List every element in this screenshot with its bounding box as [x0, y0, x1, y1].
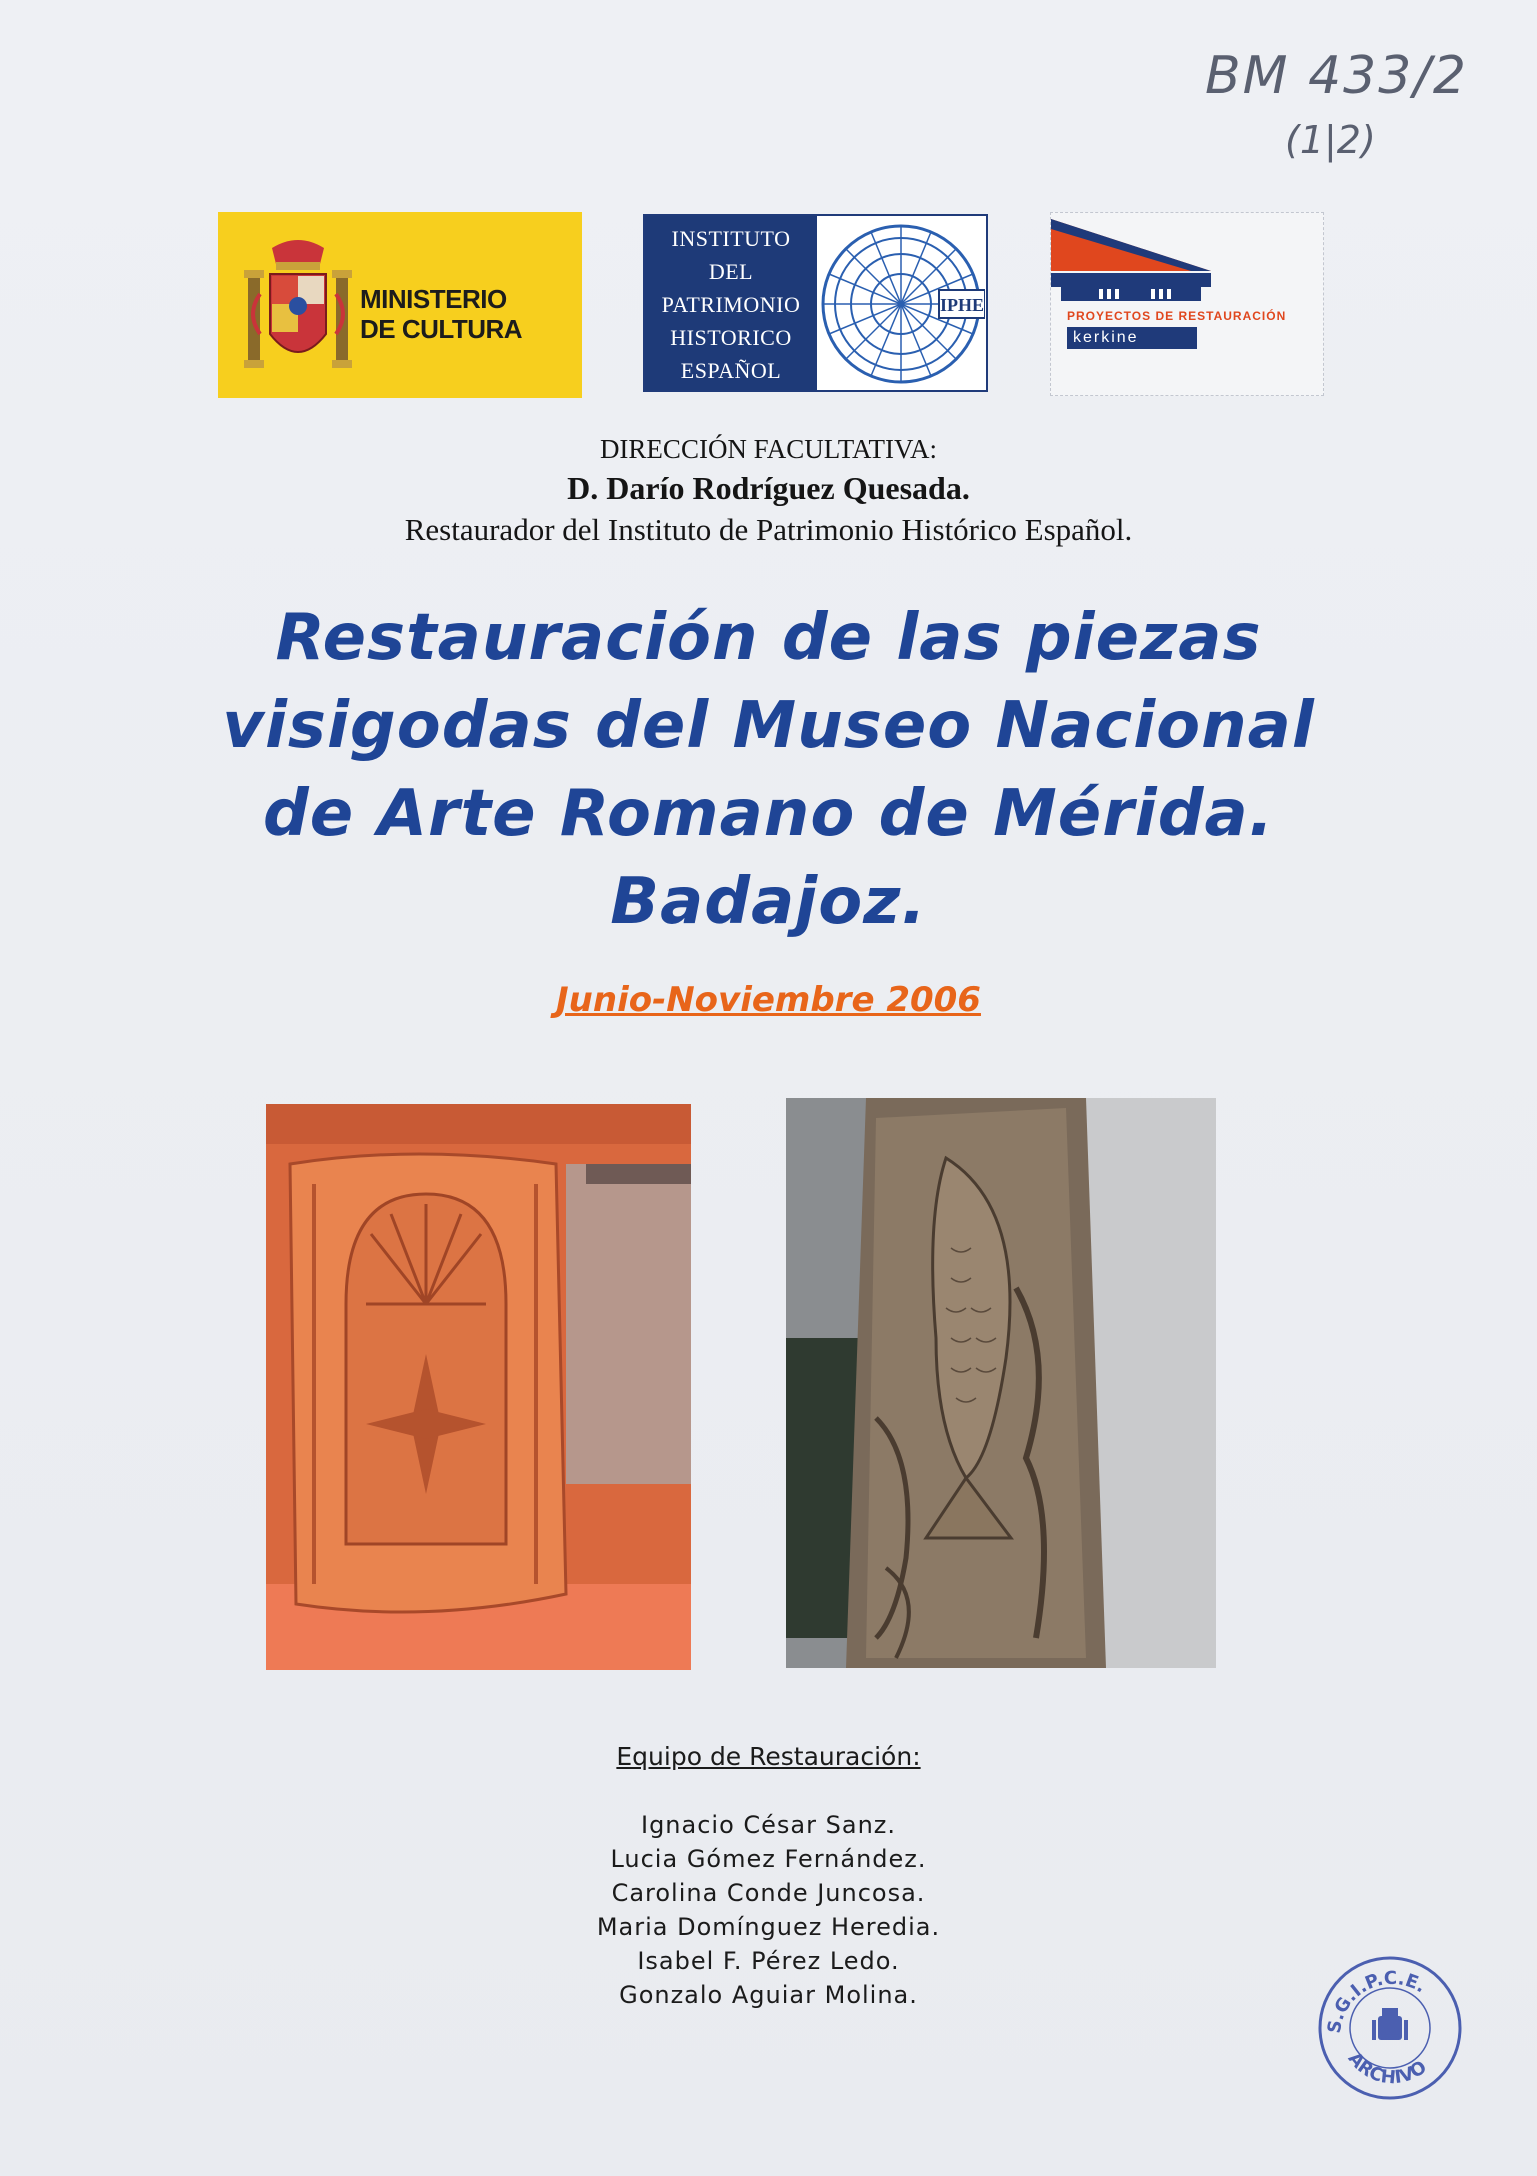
team-member: Maria Domínguez Heredia.: [596, 1913, 941, 1941]
iphe-line: INSTITUTO: [671, 226, 791, 251]
fish-relief-image: [786, 1098, 1216, 1668]
stamp-crest-icon: [1372, 2008, 1408, 2040]
kerkine-roof-icon: [1051, 213, 1325, 397]
rose-window-icon: [821, 220, 985, 388]
team-list: [0, 1808, 1537, 2012]
kerkine-logo: [1050, 212, 1324, 396]
iphe-line: ESPAÑOL: [680, 358, 782, 383]
team-member: Gonzalo Aguiar Molina.: [619, 1981, 918, 2009]
date-range: Junio-Noviembre 2006: [556, 980, 981, 1020]
title-line: de Arte Romano de Mérida.: [262, 777, 1275, 851]
stamp-top-text: S.G.I.P.C.E.: [1323, 1967, 1430, 2035]
niche-relief-photo: [266, 1104, 691, 1670]
document-title: [150, 594, 1387, 946]
team-member: Carolina Conde Juncosa.: [611, 1879, 926, 1907]
handwritten-part: (1|2): [1285, 118, 1376, 162]
ministerio-cultura-logo: [218, 212, 582, 398]
ministerio-line2: DE CULTURA: [360, 314, 523, 344]
fish-relief-photo: [786, 1098, 1216, 1668]
stamp-bottom-text: ARCHIVO: [1343, 2048, 1431, 2089]
kerkine-tagline: PROYECTOS DE RESTAURACIÓN: [1067, 309, 1287, 323]
team-member: Lucia Gómez Fernández.: [610, 1845, 927, 1873]
director-role: Restaurador del Instituto de Patrimonio Histórico Español.: [404, 512, 1133, 547]
director-name: D. Darío Rodríguez Quesada.: [567, 470, 970, 506]
title-line: visigodas del Museo Nacional: [222, 689, 1315, 763]
direccion-label: DIRECCIÓN FACULTATIVA:: [599, 434, 938, 464]
ministerio-line1: MINISTERIO: [360, 284, 507, 314]
team-heading: Equipo de Restauración:: [616, 1742, 921, 1771]
coat-of-arms-icon: [242, 234, 354, 382]
niche-relief-image: [266, 1104, 691, 1670]
title-line: Badajoz.: [610, 865, 927, 939]
team-member: Isabel F. Pérez Ledo.: [637, 1947, 900, 1975]
archive-stamp: [1316, 1954, 1464, 2102]
title-line: Restauración de las piezas: [275, 601, 1262, 675]
kerkine-brand: kerkine: [1067, 327, 1197, 349]
iphe-logo: [643, 214, 988, 392]
ministerio-text: [360, 284, 522, 344]
iphe-line: DEL: [708, 259, 754, 284]
iphe-line: PATRIMONIO: [661, 292, 801, 317]
team-member: Ignacio César Sanz.: [640, 1811, 896, 1839]
iphe-line: HISTORICO: [670, 325, 792, 350]
svg-text:ARCHIVO: [1344, 2048, 1431, 2088]
iphe-text-box: [645, 216, 817, 390]
handwritten-code: BM 433/2: [1205, 46, 1468, 106]
iphe-badge: IPHE: [939, 295, 985, 315]
